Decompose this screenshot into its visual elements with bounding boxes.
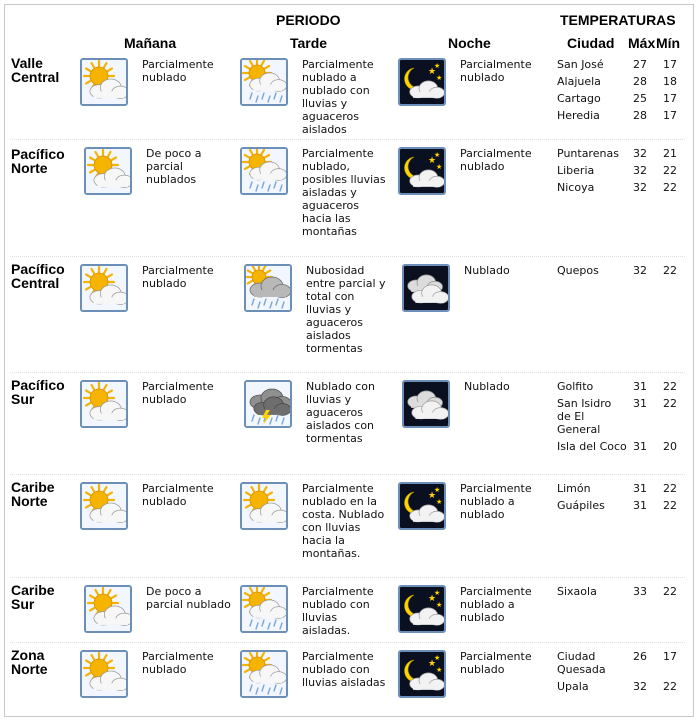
afternoon-forecast-text: Parcialmente nublado con lluvias aisladas xyxy=(302,650,386,689)
partly-cloudy-icon xyxy=(84,147,132,195)
min-temperature: 22 xyxy=(663,397,677,410)
min-temperature: 17 xyxy=(663,92,677,105)
city-temperature-row xyxy=(557,650,692,676)
partly-cloudy-icon xyxy=(84,585,132,633)
max-temperature: 31 xyxy=(633,499,647,512)
partly-cloudy-icon xyxy=(80,380,128,428)
min-temperature: 22 xyxy=(663,680,677,693)
max-temperature: 31 xyxy=(633,440,647,453)
min-temperature: 18 xyxy=(663,75,677,88)
region-name: Caribe Sur xyxy=(11,582,55,612)
city-name: San Isidro de El General xyxy=(557,397,612,436)
region-name: Pacífico Central xyxy=(11,261,65,291)
min-temperature: 22 xyxy=(663,264,677,277)
night-forecast-text: Nublado xyxy=(464,380,510,393)
morning-forecast-text: Parcialmente nublado xyxy=(142,650,214,676)
max-temperature: 32 xyxy=(633,264,647,277)
afternoon-forecast-text: Parcialmente nublado con lluvias aisladas. xyxy=(302,585,374,637)
svg-text:★: ★ xyxy=(428,594,437,604)
svg-text:★: ★ xyxy=(436,74,443,82)
svg-text:★: ★ xyxy=(428,67,437,77)
partly-cloudy-icon xyxy=(240,482,288,530)
max-temperature: 28 xyxy=(633,75,647,88)
min-temperature: 20 xyxy=(663,440,677,453)
city-temperature-row xyxy=(557,164,692,177)
cloudy-sun-rain-icon xyxy=(244,264,292,312)
region-name: Zona Norte xyxy=(11,647,48,677)
max-temperature: 31 xyxy=(633,482,647,495)
svg-text:★: ★ xyxy=(434,151,441,159)
max-temperature: 31 xyxy=(633,397,647,410)
partly-cloudy-icon xyxy=(80,650,128,698)
header-noche: Noche xyxy=(448,35,491,51)
row-divider xyxy=(10,139,685,140)
afternoon-forecast-text: Parcialmente nublado en la costa. Nublado con lluvias hacia la montañas. xyxy=(302,482,385,560)
partly-cloudy-icon xyxy=(80,482,128,530)
city-name: Upala xyxy=(557,680,589,693)
city-temperature-row xyxy=(557,58,692,71)
city-name: Puntarenas xyxy=(557,147,619,160)
morning-forecast-text: Parcialmente nublado xyxy=(142,482,214,508)
city-name: Guápiles xyxy=(557,499,605,512)
city-temperature-row xyxy=(557,264,692,277)
city-name: San José xyxy=(557,58,604,71)
city-temperature-list xyxy=(557,482,692,516)
min-temperature: 17 xyxy=(663,58,677,71)
min-temperature: 17 xyxy=(663,109,677,122)
header-min: Mín xyxy=(656,35,681,51)
city-temperature-row xyxy=(557,482,692,495)
morning-forecast-text: De poco a parcial nublado xyxy=(146,585,231,611)
night-partly-cloudy-icon xyxy=(398,147,446,195)
city-temperature-row xyxy=(557,181,692,194)
night-forecast-text: Parcialmente nublado a nublado xyxy=(460,585,532,624)
max-temperature: 26 xyxy=(633,650,647,663)
svg-text:★: ★ xyxy=(434,654,441,662)
svg-text:★: ★ xyxy=(436,666,443,674)
city-name: Cartago xyxy=(557,92,601,105)
header-temperaturas: TEMPERATURAS xyxy=(560,12,676,28)
city-name: Golfito xyxy=(557,380,594,393)
min-temperature: 22 xyxy=(663,380,677,393)
svg-text:★: ★ xyxy=(434,62,441,70)
city-temperature-row xyxy=(557,75,692,88)
header-tarde: Tarde xyxy=(290,35,328,51)
city-temperature-row xyxy=(557,680,692,693)
partly-cloudy-rain-icon xyxy=(240,585,288,633)
city-temperature-row xyxy=(557,147,692,160)
storm-rain-icon xyxy=(244,380,292,428)
city-temperature-row xyxy=(557,440,692,453)
city-temperature-row xyxy=(557,92,692,105)
min-temperature: 22 xyxy=(663,181,677,194)
max-temperature: 32 xyxy=(633,680,647,693)
night-partly-cloudy-icon xyxy=(398,650,446,698)
city-name: Alajuela xyxy=(557,75,601,88)
city-temperature-list xyxy=(557,650,692,697)
max-temperature: 27 xyxy=(633,58,647,71)
min-temperature: 22 xyxy=(663,164,677,177)
row-divider xyxy=(10,372,685,373)
region-name: Valle Central xyxy=(11,55,60,85)
city-temperature-row xyxy=(557,499,692,512)
partly-cloudy-rain-icon xyxy=(240,650,288,698)
night-cloudy-icon xyxy=(402,380,450,428)
region-name: Pacífico Norte xyxy=(11,146,65,176)
max-temperature: 31 xyxy=(633,380,647,393)
partly-cloudy-icon xyxy=(80,58,128,106)
morning-forecast-text: Parcialmente nublado xyxy=(142,380,214,406)
city-name: Ciudad Quesada xyxy=(557,650,606,676)
min-temperature: 22 xyxy=(663,499,677,512)
svg-text:★: ★ xyxy=(434,589,441,597)
svg-text:★: ★ xyxy=(436,601,443,609)
night-partly-cloudy-icon xyxy=(398,585,446,633)
afternoon-forecast-text: Parcialmente nublado a nublado con lluvias y aguaceros aislados xyxy=(302,58,374,136)
partly-cloudy-rain-icon xyxy=(240,147,288,195)
afternoon-forecast-text: Nubosidad entre parcial y total con lluvias y aguaceros aislados tormentas xyxy=(306,264,386,355)
night-forecast-text: Nublado xyxy=(464,264,510,277)
svg-text:★: ★ xyxy=(436,498,443,506)
night-forecast-text: Parcialmente nublado xyxy=(460,147,532,173)
max-temperature: 32 xyxy=(633,147,647,160)
city-name: Isla del Coco xyxy=(557,440,627,453)
city-name: Sixaola xyxy=(557,585,597,598)
afternoon-forecast-text: Parcialmente nublado, posibles lluvias aisladas y aguaceros hacia las montañas xyxy=(302,147,386,238)
city-name: Quepos xyxy=(557,264,599,277)
city-temperature-list xyxy=(557,380,692,457)
city-temperature-row xyxy=(557,109,692,122)
min-temperature: 22 xyxy=(663,585,677,598)
city-temperature-list xyxy=(557,147,692,198)
city-name: Limón xyxy=(557,482,591,495)
city-temperature-list xyxy=(557,585,692,602)
region-name: Caribe Norte xyxy=(11,479,55,509)
partly-cloudy-rain-icon xyxy=(240,58,288,106)
city-name: Heredia xyxy=(557,109,600,122)
row-divider xyxy=(10,474,685,475)
svg-text:★: ★ xyxy=(434,486,441,494)
morning-forecast-text: De poco a parcial nublados xyxy=(146,147,202,186)
header-periodo: PERIODO xyxy=(276,12,341,28)
city-temperature-list xyxy=(557,264,692,281)
night-cloudy-icon xyxy=(402,264,450,312)
morning-forecast-text: Parcialmente nublado xyxy=(142,58,214,84)
min-temperature: 21 xyxy=(663,147,677,160)
partly-cloudy-icon xyxy=(80,264,128,312)
max-temperature: 33 xyxy=(633,585,647,598)
min-temperature: 22 xyxy=(663,482,677,495)
svg-text:★: ★ xyxy=(428,491,437,501)
night-forecast-text: Parcialmente nublado xyxy=(460,58,532,84)
row-divider xyxy=(10,577,685,578)
svg-text:★: ★ xyxy=(428,156,437,166)
night-forecast-text: Parcialmente nublado a nublado xyxy=(460,482,532,521)
max-temperature: 32 xyxy=(633,181,647,194)
morning-forecast-text: Parcialmente nublado xyxy=(142,264,214,290)
night-partly-cloudy-icon xyxy=(398,482,446,530)
max-temperature: 25 xyxy=(633,92,647,105)
header-ciudad: Ciudad xyxy=(567,35,615,51)
night-partly-cloudy-icon xyxy=(398,58,446,106)
city-temperature-list xyxy=(557,58,692,126)
city-name: Nicoya xyxy=(557,181,595,194)
max-temperature: 28 xyxy=(633,109,647,122)
header-manana: Mañana xyxy=(124,35,177,51)
city-temperature-row xyxy=(557,585,692,598)
row-divider xyxy=(10,642,685,643)
row-divider xyxy=(10,256,685,257)
night-forecast-text: Parcialmente nublado xyxy=(460,650,532,676)
city-temperature-row xyxy=(557,397,692,436)
svg-text:★: ★ xyxy=(436,163,443,171)
header-max: Máx xyxy=(628,35,656,51)
min-temperature: 17 xyxy=(663,650,677,663)
city-name: Liberia xyxy=(557,164,595,177)
city-temperature-row xyxy=(557,380,692,393)
region-name: Pacífico Sur xyxy=(11,377,65,407)
svg-text:★: ★ xyxy=(428,659,437,669)
afternoon-forecast-text: Nublado con lluvias y aguaceros aislados con tormentas xyxy=(306,380,375,445)
max-temperature: 32 xyxy=(633,164,647,177)
